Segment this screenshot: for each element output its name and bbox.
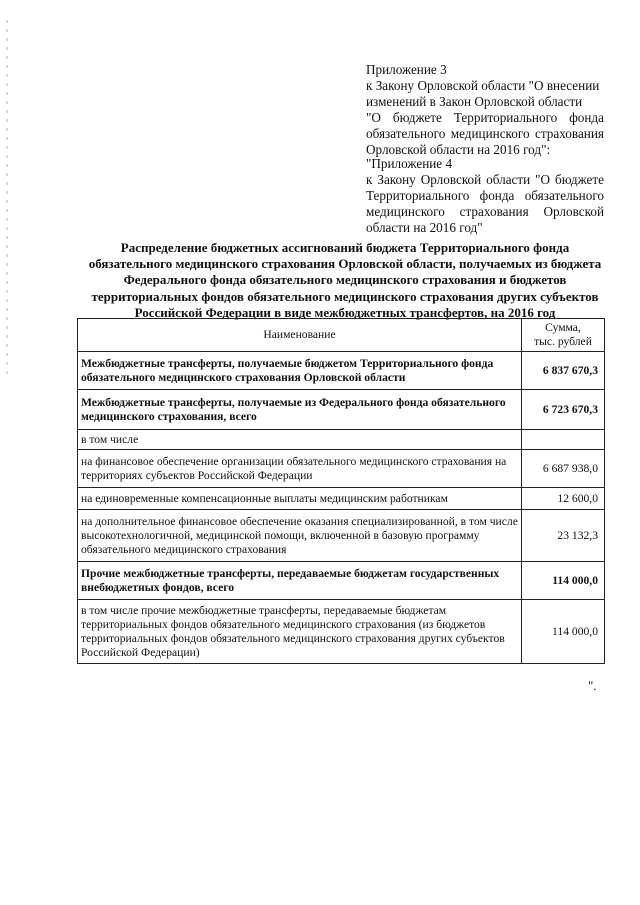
row-name: на дополнительное финансовое обеспечение оказания специализированной, в том числе высокотехнологичной, медицинской помощи, включенной в базовую программу обязательного медицинского страхования <box>78 510 522 562</box>
transfers-table <box>77 318 605 664</box>
header-sum <box>522 319 605 352</box>
table-row <box>78 430 605 450</box>
row-name: на финансовое обеспечение организации обязательного медицинского страхования на территориях субъектов Российской Федерации <box>78 450 522 488</box>
table-row <box>78 390 605 430</box>
row-name: Межбюджетные трансферты, получаемые из Федерального фонда обязательного медицинского страхования, всего <box>78 390 522 430</box>
row-sum: 6 837 670,3 <box>522 352 605 390</box>
row-sum: 114 000,0 <box>522 562 605 600</box>
table-row <box>78 600 605 664</box>
appendix-3-title: Приложение 3 <box>366 62 447 77</box>
title-line: Распределение бюджетных ассигнований бюджета Территориального фонда <box>120 240 570 255</box>
table-row <box>78 488 605 510</box>
title-line: Федерального фонда обязательного медицинского страхования и бюджетов <box>123 272 567 288</box>
row-name: в том числе <box>78 430 522 450</box>
table-header-row <box>78 319 605 352</box>
row-name: в том числе прочие межбюджетные трансферты, передаваемые бюджетам территориальных фондов обязательного медицинского страхования (из бюджетов территориальных фондов обязательного медицинского страхования других субъектов Российской Федерации) <box>78 600 522 664</box>
table-row <box>78 510 605 562</box>
appendix-4-header <box>366 156 604 236</box>
row-sum: 23 132,3 <box>522 510 605 562</box>
document-title <box>80 240 610 321</box>
table-row <box>78 352 605 390</box>
scan-edge-artifact <box>6 20 8 380</box>
row-sum: 6 723 670,3 <box>522 390 605 430</box>
title-line: территориальных фондов обязательного медицинского страхования других субъектов <box>91 288 599 304</box>
table-row <box>78 450 605 488</box>
row-sum: 6 687 938,0 <box>522 450 605 488</box>
appendix-4-law-ref: к Закону Орловской области "О бюджете Территориального фонда обязательного медицинского страхования Орловской области на 2016 год" <box>366 172 604 235</box>
header-name: Наименование <box>78 319 522 352</box>
closing-quote-mark: ". <box>588 678 597 693</box>
appendix-4-title: "Приложение 4 <box>366 156 453 171</box>
table-row <box>78 562 605 600</box>
row-sum: 12 600,0 <box>522 488 605 510</box>
appendix-3-law-name: "О бюджете Территориального фонда обязательного медицинского страхования Орловской области на 2016 год": <box>366 110 604 157</box>
title-line: Российской Федерации в виде межбюджетных трансфертов, на 2016 год <box>134 304 556 320</box>
header-sum-unit: тыс. рублей <box>534 335 592 348</box>
row-name: на единовременные компенсационные выплаты медицинским работникам <box>78 488 522 510</box>
header-sum-label: Сумма, <box>545 321 581 334</box>
row-name: Межбюджетные трансферты, получаемые бюджетом Территориального фонда обязательного медицинского страхования Орловской области <box>78 352 522 390</box>
row-sum <box>522 430 605 450</box>
appendix-3-law-ref: к Закону Орловской области "О внесении изменений в Закон Орловской области <box>366 78 600 109</box>
row-name: Прочие межбюджетные трансферты, передаваемые бюджетам государственных внебюджетных фондов, всего <box>78 562 522 600</box>
appendix-3-header <box>366 62 604 158</box>
title-line: обязательного медицинского страхования Орловской области, получаемых из бюджета <box>88 256 602 272</box>
row-sum: 114 000,0 <box>522 600 605 664</box>
